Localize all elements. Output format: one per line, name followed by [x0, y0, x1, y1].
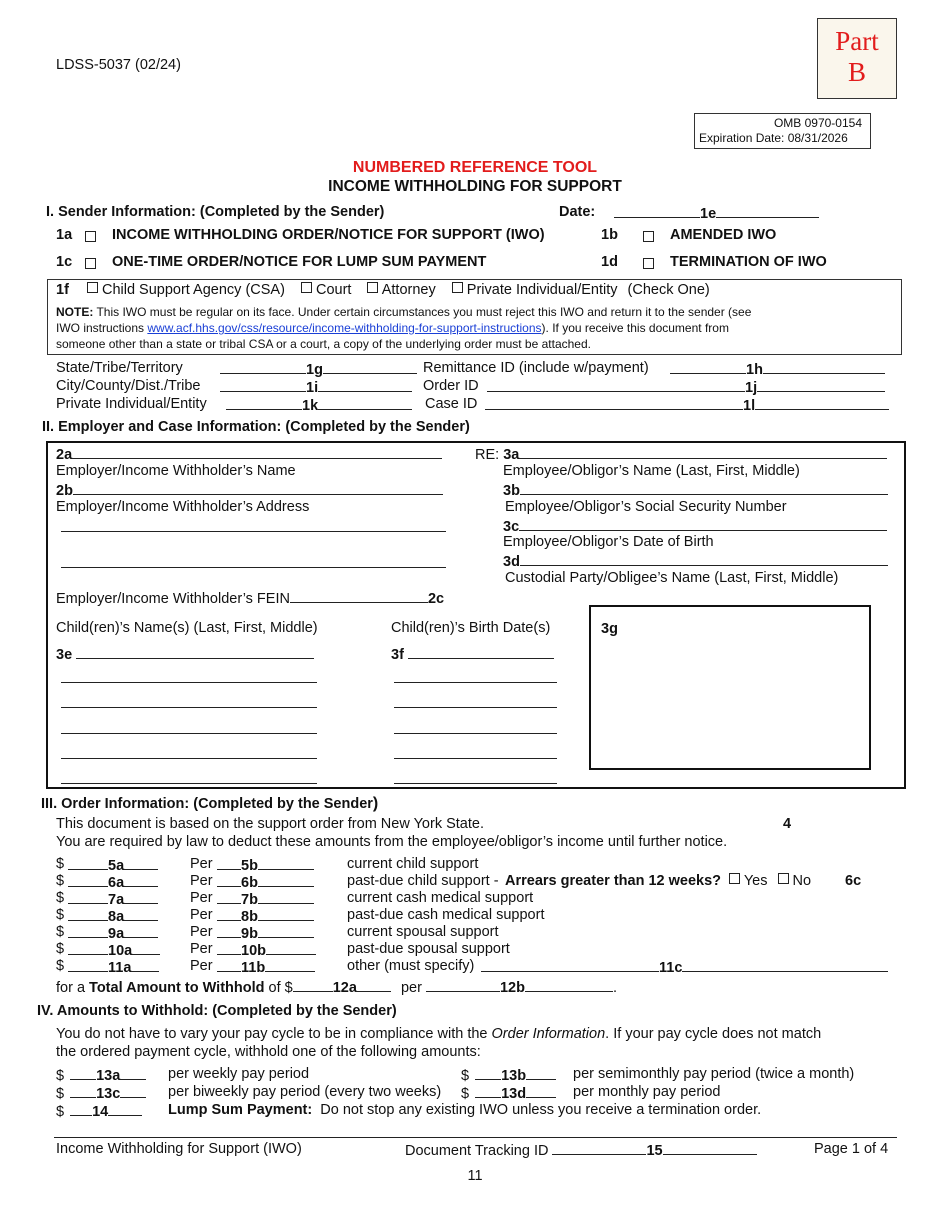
custodial-name-field[interactable]: 3d [503, 552, 888, 570]
sender-private-label: Private Individual/Entity [466, 282, 618, 298]
part-letter: B [847, 57, 866, 87]
sender-csa-label: Child Support Agency (CSA) [101, 282, 285, 298]
order-row-description: past-due spousal support [347, 941, 510, 957]
order-row-per-label: Per [190, 924, 213, 940]
arrears-yes-label: Yes [743, 873, 768, 889]
option-1d-ref: 1d [601, 254, 618, 270]
section3-heading: III. Order Information: (Completed by the Sender) [41, 795, 379, 812]
order-row-description: current child support [347, 856, 479, 872]
children-name-line[interactable] [61, 758, 317, 759]
private-entity-label: Private Individual/Entity [56, 396, 207, 412]
footer-page-of: Page 1 of 4 [814, 1141, 889, 1157]
check-one-hint: (Check One) [627, 282, 710, 298]
amounts-intro-1: You do not have to vary your pay cycle to be in compliance with the Order Information. If your pay cycle does not match [56, 1026, 822, 1042]
employer-address-field[interactable]: 2b [56, 481, 443, 499]
footer-form-name: Income Withholding for Support (IWO) [56, 1141, 302, 1157]
other-specify-field[interactable]: 11c [481, 958, 888, 976]
checkbox-1d[interactable] [643, 258, 654, 269]
state-field[interactable]: 1g [220, 360, 417, 378]
order-row-per-label: Per [190, 890, 213, 906]
total-amount-field[interactable] [293, 978, 333, 992]
order-id-label: Order ID [423, 378, 479, 394]
biweekly-label: per biweekly pay period (every two weeks) [168, 1084, 442, 1100]
weekly-amount-field[interactable]: $ 13a [56, 1066, 146, 1084]
children-name-line[interactable] [61, 733, 317, 734]
page-number: 11 [467, 1168, 483, 1184]
box-1f-ref: 1f [56, 282, 69, 298]
lump-sum-amount-field[interactable]: $ 14 [56, 1102, 142, 1120]
date-field[interactable]: 1e [614, 204, 819, 222]
order-row-amount-field[interactable]: 8a [68, 907, 158, 925]
total-amount-row: for a Total Amount to Withhold of $ 12a per 12b . [56, 980, 617, 996]
part-label: Part [835, 26, 879, 56]
order-row-description: other (must specify) [347, 958, 475, 974]
checkbox-csa[interactable] [87, 282, 98, 293]
children-names-field[interactable]: 3e [56, 645, 314, 663]
order-row-amount-field[interactable]: 7a [68, 890, 158, 908]
children-dob-line[interactable] [394, 682, 557, 683]
arrears-yes-checkbox[interactable] [729, 873, 740, 884]
footer-rule [54, 1137, 897, 1138]
sender-attorney-label: Attorney [381, 282, 436, 298]
order-row-per-field[interactable]: 6b [217, 873, 314, 891]
form-code: LDSS-5037 (02/24) [56, 57, 181, 73]
address-line-2[interactable] [61, 531, 446, 532]
children-dob-line[interactable] [394, 758, 557, 759]
fein-field[interactable]: Employer/Income Withholder’s FEIN 2c [56, 591, 445, 607]
city-label: City/County/Dist./Tribe [56, 378, 201, 394]
note-line-1: NOTE: This IWO must be regular on its face. Under certain circumstances you must reject this IWO and return it to the sender (see [56, 305, 752, 319]
children-dob-line[interactable] [394, 783, 557, 784]
order-required-text: You are required by law to deduct these amounts from the employee/obligor’s income until further notice. [56, 834, 728, 850]
part-b-box [817, 18, 897, 99]
checkbox-1a[interactable] [85, 231, 96, 242]
order-row-description: past-due child support - [347, 873, 499, 889]
order-row-per-label: Per [190, 958, 213, 974]
order-row-amount-field[interactable]: 6a [68, 873, 158, 891]
option-1b-ref: 1b [601, 227, 618, 243]
order-row-per-label: Per [190, 856, 213, 872]
checkbox-court[interactable] [301, 282, 312, 293]
biweekly-amount-field[interactable]: $ 13c [56, 1084, 146, 1102]
obligor-name-field[interactable]: RE: 3a [475, 445, 887, 463]
tracking-id-field[interactable]: Document Tracking ID 15 [405, 1141, 757, 1159]
section2-heading: II. Employer and Case Information: (Completed by the Sender) [42, 419, 470, 435]
order-row-per-label: Per [190, 941, 213, 957]
option-1a-label: INCOME WITHHOLDING ORDER/NOTICE FOR SUPPORT (IWO) [112, 227, 545, 243]
iwo-instructions-link[interactable]: www.acf.hhs.gov/css/resource/income-withholding-for-support-instructions [147, 321, 542, 335]
order-row-currency: $ [56, 856, 65, 872]
order-row-currency: $ [56, 941, 65, 957]
note-line-2: IWO instructions www.acf.hhs.gov/css/resource/income-withholding-for-support-instructions). If you receive this document from [56, 321, 729, 335]
tool-title: NUMBERED REFERENCE TOOL [352, 159, 598, 176]
children-dob-label: Child(ren)’s Birth Date(s) [391, 620, 551, 636]
order-row-currency: $ [56, 890, 65, 906]
children-name-line[interactable] [61, 682, 317, 683]
lump-sum-text: Lump Sum Payment: Do not stop any existing IWO unless you receive a termination order. [168, 1102, 762, 1118]
checkbox-1c[interactable] [85, 258, 96, 269]
order-row-per-field[interactable]: 11b [217, 958, 315, 976]
amounts-intro-2: the ordered payment cycle, withhold one of the following amounts: [56, 1044, 481, 1060]
box-3g-ref: 3g [601, 621, 618, 637]
obligor-dob-field[interactable]: 3c [503, 517, 887, 535]
weekly-label: per weekly pay period [168, 1066, 310, 1082]
children-name-line[interactable] [61, 783, 317, 784]
monthly-label: per monthly pay period [573, 1084, 721, 1100]
order-row-currency: $ [56, 924, 65, 940]
section1-heading: I. Sender Information: (Completed by the Sender) [46, 204, 385, 220]
checkbox-private[interactable] [452, 282, 463, 293]
arrears-no-checkbox[interactable] [778, 873, 789, 884]
omb-number: OMB 0970-0154 [773, 116, 862, 130]
semimonthly-label: per semimonthly pay period (twice a month) [573, 1066, 855, 1082]
checkbox-1b[interactable] [643, 231, 654, 242]
omb-box [694, 113, 871, 149]
employer-name-label: Employer/Income Withholder’s Name [56, 463, 296, 479]
form-title: INCOME WITHHOLDING FOR SUPPORT [328, 178, 622, 195]
order-row-per-label: Per [190, 907, 213, 923]
case-id-field[interactable]: 1l [485, 396, 889, 414]
children-names-label: Child(ren)’s Name(s) (Last, First, Middle) [56, 620, 318, 636]
children-name-line[interactable] [61, 707, 317, 708]
total-per-field[interactable] [426, 978, 500, 992]
children-dob-field[interactable]: 3f [391, 645, 554, 663]
order-row-per-field[interactable]: 10b [217, 941, 316, 959]
remittance-label: Remittance ID (include w/payment) [423, 360, 649, 376]
order-row-amount-field[interactable]: 9a [68, 924, 158, 942]
order-row-amount-field[interactable]: 10a [68, 941, 160, 959]
order-row-per-label: Per [190, 873, 213, 889]
order-row-currency: $ [56, 958, 65, 974]
date-label: Date: [559, 204, 596, 220]
semimonthly-amount-field[interactable]: $ 13b [461, 1066, 556, 1084]
employer-address-label: Employer/Income Withholder’s Address [56, 499, 310, 515]
obligor-name-label: Employee/Obligor’s Name (Last, First, Middle) [503, 463, 800, 479]
children-dob-line[interactable] [394, 707, 557, 708]
ref-4: 4 [783, 816, 792, 832]
ref-6c: 6c [845, 873, 862, 889]
box-3g[interactable] [589, 605, 871, 770]
city-field[interactable]: 1i [220, 378, 412, 396]
children-dob-line[interactable] [394, 733, 557, 734]
expiration-date: Expiration Date: 08/31/2026 [699, 131, 848, 145]
option-1b-label: AMENDED IWO [670, 227, 777, 243]
order-id-field[interactable]: 1j [487, 378, 885, 396]
arrears-no-label: No [792, 873, 812, 889]
order-row-per-field[interactable]: 7b [217, 890, 314, 908]
option-1d-label: TERMINATION OF IWO [670, 254, 827, 270]
order-based-on: This document is based on the support order from New York State. [56, 816, 484, 832]
option-1a-ref: 1a [56, 227, 73, 243]
order-row-per-field[interactable]: 8b [217, 907, 314, 925]
order-row-currency: $ [56, 907, 65, 923]
monthly-amount-field[interactable]: $ 13d [461, 1084, 556, 1102]
sender-court-label: Court [315, 282, 352, 298]
sender-type-row [56, 282, 710, 298]
obligor-ssn-label: Employee/Obligor’s Social Security Number [505, 499, 787, 515]
order-row-amount-field[interactable]: 5a [68, 856, 158, 874]
order-row-description: current spousal support [347, 924, 499, 940]
order-row-description: current cash medical support [347, 890, 534, 906]
private-entity-field[interactable]: 1k [226, 396, 412, 414]
order-row-amount-field[interactable]: 11a [68, 958, 159, 976]
order-row-description: past-due cash medical support [347, 907, 545, 923]
checkbox-attorney[interactable] [367, 282, 378, 293]
order-row-per-field[interactable]: 9b [217, 924, 314, 942]
obligor-ssn-field[interactable]: 3b [503, 481, 888, 499]
remittance-field[interactable]: 1h [670, 360, 885, 378]
order-row-per-field[interactable]: 5b [217, 856, 314, 874]
section4-heading: IV. Amounts to Withhold: (Completed by the Sender) [37, 1003, 397, 1019]
option-1c-label: ONE-TIME ORDER/NOTICE FOR LUMP SUM PAYMENT [112, 254, 487, 270]
custodial-name-label: Custodial Party/Obligee’s Name (Last, First, Middle) [505, 570, 839, 586]
state-label: State/Tribe/Territory [56, 360, 183, 376]
option-1c-ref: 1c [56, 254, 73, 270]
employer-name-field[interactable]: 2a [56, 445, 442, 463]
note-line-3: someone other than a state or tribal CSA or a court, a copy of the underlying order must be attached. [56, 337, 591, 351]
address-line-3[interactable] [61, 567, 446, 568]
obligor-dob-label: Employee/Obligor’s Date of Birth [503, 534, 714, 550]
case-id-label: Case ID [425, 396, 478, 412]
arrears-question: Arrears greater than 12 weeks? Yes No [505, 873, 812, 889]
order-row-currency: $ [56, 873, 65, 889]
